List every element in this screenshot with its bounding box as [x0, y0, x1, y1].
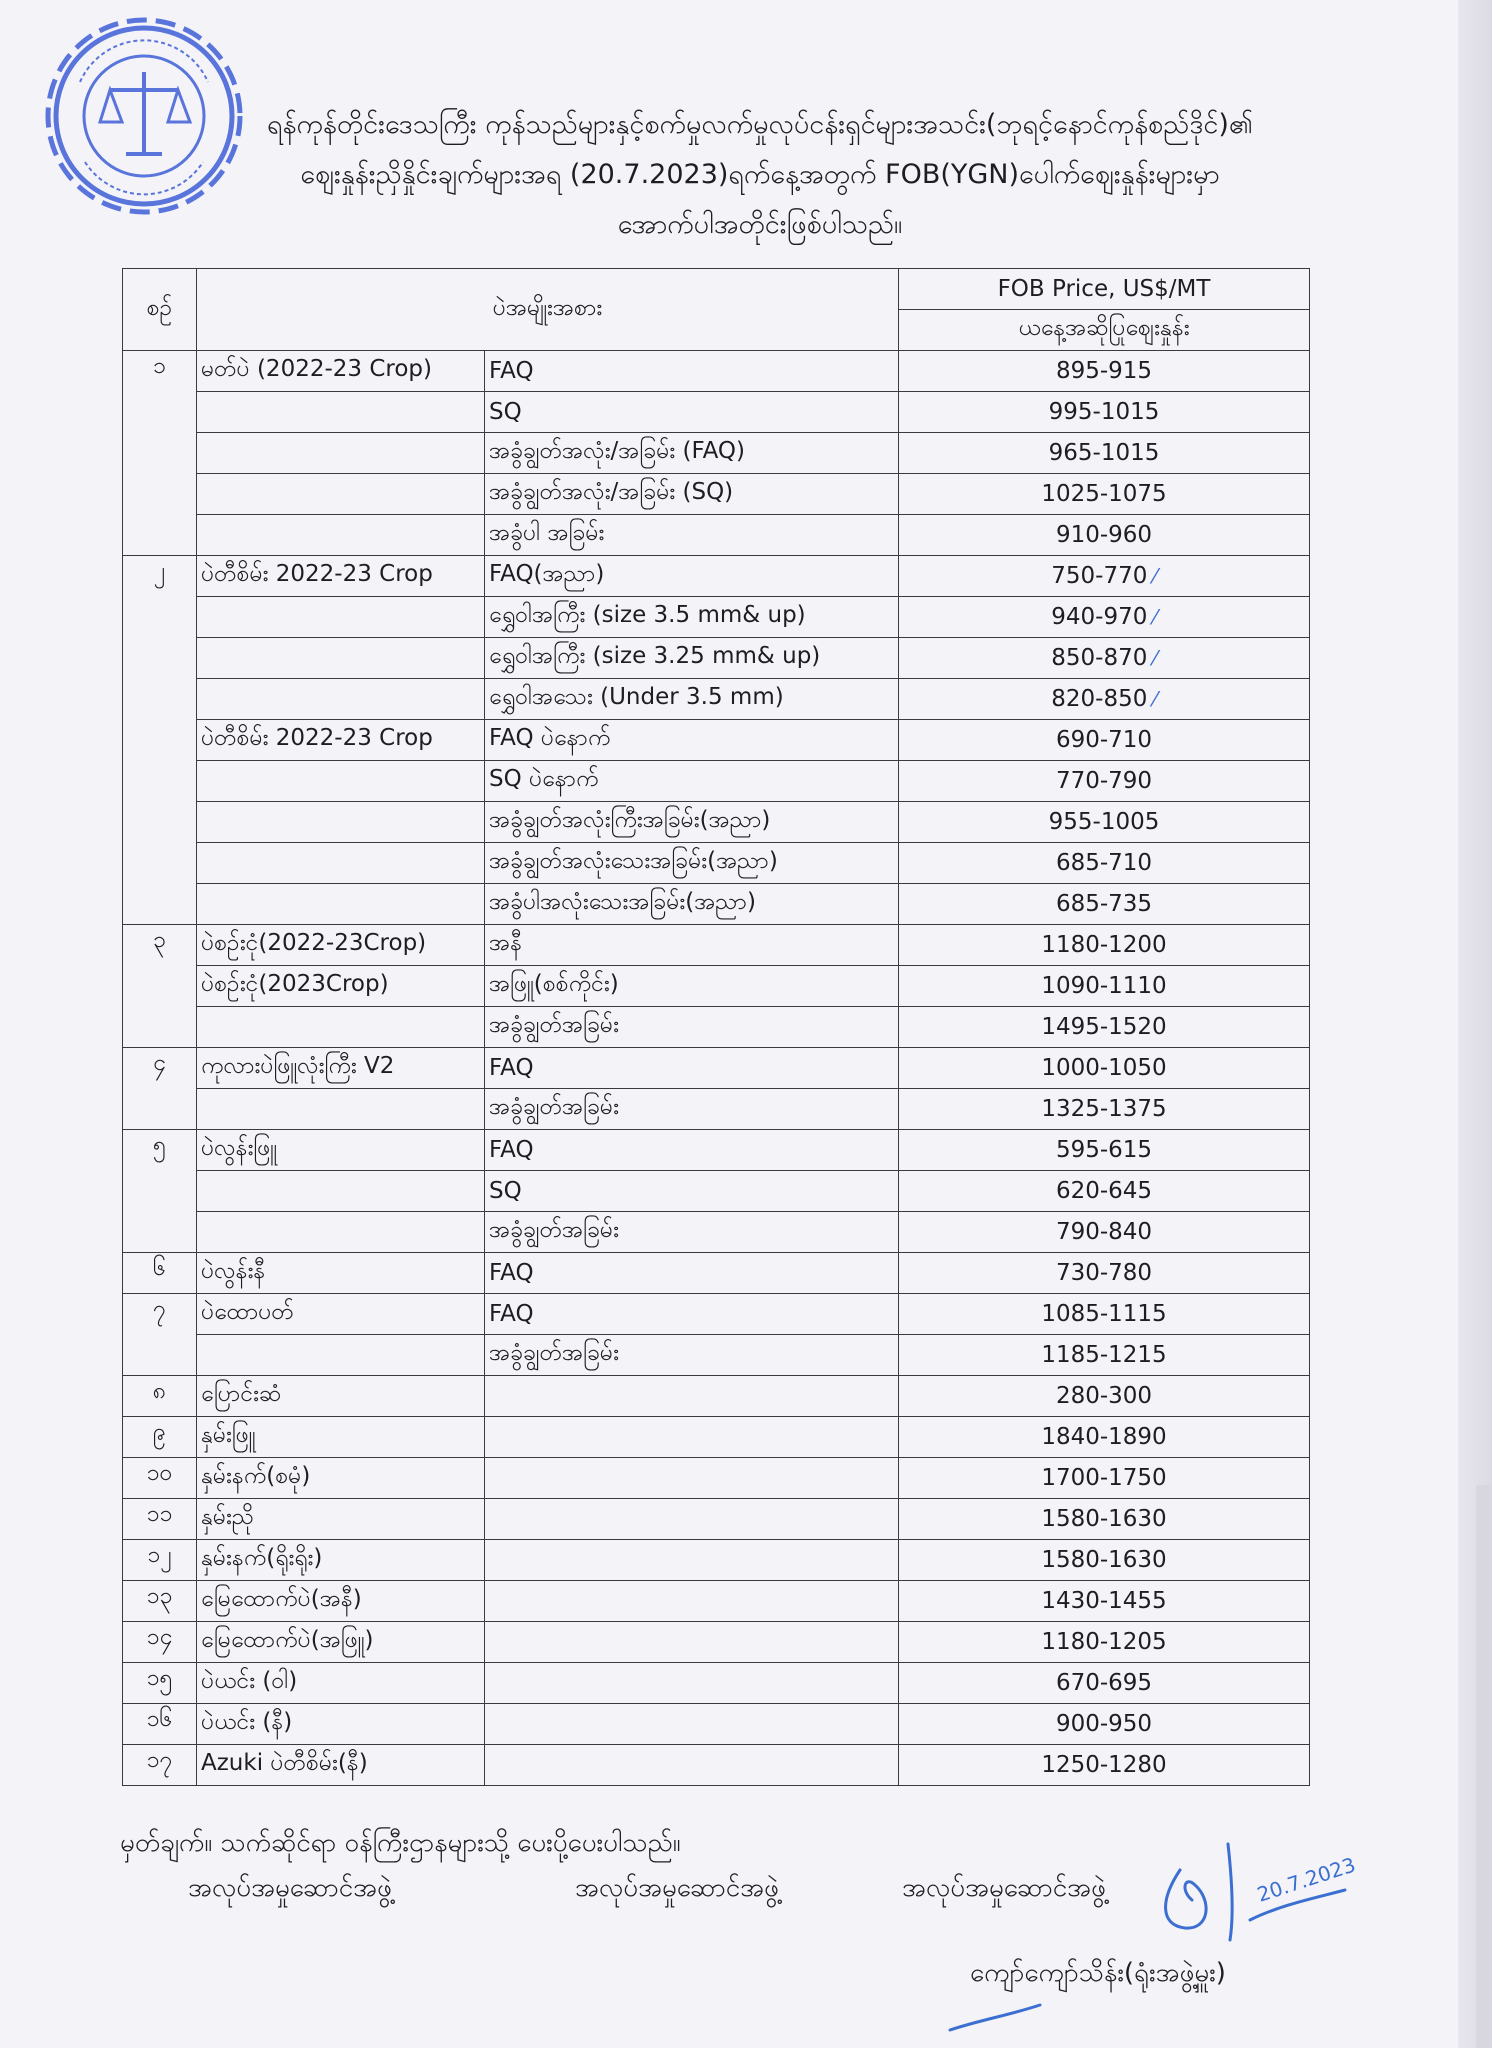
price-value: 940-970 — [1051, 604, 1148, 630]
grade-cell: SQ — [485, 392, 899, 433]
price-cell — [899, 1581, 1310, 1622]
price-value: 1180-1200 — [1041, 932, 1167, 958]
serial-cell: ၄ — [123, 1048, 197, 1130]
grade-cell — [485, 1704, 899, 1745]
price-value: 1180-1205 — [1041, 1629, 1167, 1655]
signatory-name: ကျော်ကျော်သိန်း(ရုံးအဖွဲ့မှူး) — [970, 1958, 1226, 1988]
table-row — [123, 1622, 1310, 1663]
table-row — [123, 1212, 1310, 1253]
price-cell — [899, 1294, 1310, 1335]
bean-name-cell — [197, 843, 485, 884]
table-row — [123, 761, 1310, 802]
price-cell — [899, 433, 1310, 474]
price-value: 1840-1890 — [1041, 1424, 1167, 1450]
table-row — [123, 474, 1310, 515]
grade-cell: အခွံချွတ်အခြမ်း — [485, 1007, 899, 1048]
table-row — [123, 884, 1310, 925]
bean-name-cell: နှမ်းညို — [197, 1499, 485, 1540]
table-row — [123, 1704, 1310, 1745]
bean-name-cell: ပြောင်းဆံ — [197, 1376, 485, 1417]
grade-cell: အခွံချွတ်အလုံးကြီးအခြမ်း(အညာ) — [485, 802, 899, 843]
price-value: 595-615 — [1055, 1137, 1153, 1163]
grade-cell — [485, 1540, 899, 1581]
bean-name-cell: ပဲတီစိမ်း 2022-23 Crop — [197, 720, 485, 761]
price-cell — [899, 720, 1310, 761]
bean-name-cell — [197, 802, 485, 843]
table-row — [123, 1417, 1310, 1458]
table-row — [123, 1335, 1310, 1376]
price-value: 770-790 — [1055, 768, 1153, 794]
table-row — [123, 1007, 1310, 1048]
serial-cell: ၁၆ — [123, 1704, 197, 1745]
table-row — [123, 1458, 1310, 1499]
bean-name-cell: ပဲယင်း (ဝါ) — [197, 1663, 485, 1704]
serial-cell: ၁၄ — [123, 1622, 197, 1663]
bean-name-cell: ပဲလွန်းဖြူ — [197, 1130, 485, 1171]
price-value: 790-840 — [1055, 1219, 1153, 1245]
table-row — [123, 925, 1310, 966]
price-value: 900-950 — [1055, 1711, 1153, 1737]
handwritten-signature-icon — [1140, 1830, 1360, 1960]
table-row — [123, 1253, 1310, 1294]
table-row — [123, 597, 1310, 638]
bean-name-cell — [197, 1007, 485, 1048]
price-cell — [899, 1376, 1310, 1417]
grade-cell: SQ — [485, 1171, 899, 1212]
table-row — [123, 433, 1310, 474]
price-cell — [899, 925, 1310, 966]
bean-name-cell — [197, 679, 485, 720]
price-cell — [899, 1704, 1310, 1745]
check-mark-icon: ⁄ — [1153, 564, 1157, 588]
serial-cell: ၉ — [123, 1417, 197, 1458]
committee-title-1: အလုပ်အမှုဆောင်အဖွဲ့ — [188, 1873, 392, 1903]
price-value: 620-645 — [1055, 1178, 1153, 1204]
price-value: 1325-1375 — [1041, 1096, 1167, 1122]
table-row — [123, 1663, 1310, 1704]
bean-name-cell — [197, 392, 485, 433]
price-value: 1085-1115 — [1041, 1301, 1167, 1327]
table-row — [123, 556, 1310, 597]
price-cell — [899, 1130, 1310, 1171]
price-value: 730-780 — [1055, 1260, 1153, 1286]
price-table-body — [123, 351, 1310, 1786]
grade-cell: အခွံချွတ်အခြမ်း — [485, 1212, 899, 1253]
price-cell — [899, 1212, 1310, 1253]
price-cell — [899, 1745, 1310, 1786]
grade-cell: အနီ — [485, 925, 899, 966]
table-row — [123, 679, 1310, 720]
table-row — [123, 351, 1310, 392]
grade-cell: FAQ(အညာ) — [485, 556, 899, 597]
table-row — [123, 1745, 1310, 1786]
bean-name-cell — [197, 433, 485, 474]
price-cell — [899, 1253, 1310, 1294]
grade-cell: အခွံချွတ်အလုံးသေးအခြမ်း(အညာ) — [485, 843, 899, 884]
price-cell — [899, 1171, 1310, 1212]
bean-name-cell — [197, 515, 485, 556]
price-cell — [899, 1458, 1310, 1499]
bean-name-cell: နှမ်းဖြူ — [197, 1417, 485, 1458]
bean-name-cell: ပဲစဉ်းငုံ(2022-23Crop) — [197, 925, 485, 966]
table-row — [123, 392, 1310, 433]
remark-note: မှတ်ချက်။ သက်ဆိုင်ရာ ဝန်ကြီးဌာနများသို့ ပေးပို့ပေးပါသည်။ — [120, 1828, 681, 1858]
table-row — [123, 1294, 1310, 1335]
bean-name-cell — [197, 1171, 485, 1212]
grade-cell: အခွံပါအလုံးသေးအခြမ်း(အညာ) — [485, 884, 899, 925]
bean-name-cell: ပဲလွန်းနီ — [197, 1253, 485, 1294]
fob-price-header: FOB Price, US$/MT — [899, 269, 1310, 310]
grade-cell: အခွံချွတ်အခြမ်း — [485, 1089, 899, 1130]
price-table — [122, 268, 1310, 1786]
document-header — [150, 100, 1370, 250]
table-row — [123, 1171, 1310, 1212]
bean-name-cell: ပဲတီစိမ်း 2022-23 Crop — [197, 556, 485, 597]
price-cell — [899, 1048, 1310, 1089]
price-value: 690-710 — [1055, 727, 1153, 753]
paper-fold — [1476, 1485, 1492, 2048]
price-cell — [899, 597, 1310, 638]
bean-name-cell: ပဲထောပတ် — [197, 1294, 485, 1335]
bean-name-cell — [197, 1212, 485, 1253]
grade-cell: SQ ပဲနောက် — [485, 761, 899, 802]
serial-cell: ၃ — [123, 925, 197, 1048]
bean-name-cell: မြေထောက်ပဲ(အဖြူ) — [197, 1622, 485, 1663]
signature-date: 20.7.2023 — [1254, 1852, 1359, 1907]
price-value: 670-695 — [1055, 1670, 1153, 1696]
grade-cell — [485, 1581, 899, 1622]
price-cell — [899, 515, 1310, 556]
price-cell — [899, 1335, 1310, 1376]
price-value: 955-1005 — [1048, 809, 1160, 835]
grade-cell — [485, 1499, 899, 1540]
grade-cell: ရွှေဝါအသေး (Under 3.5 mm) — [485, 679, 899, 720]
table-row — [123, 1130, 1310, 1171]
bean-name-cell — [197, 761, 485, 802]
grade-cell: ရွှေဝါအကြီး (size 3.25 mm& up) — [485, 638, 899, 679]
price-cell — [899, 1007, 1310, 1048]
price-cell — [899, 1499, 1310, 1540]
price-value: 1025-1075 — [1041, 481, 1167, 507]
bean-name-cell — [197, 1089, 485, 1130]
table-row — [123, 966, 1310, 1007]
price-value: 1580-1630 — [1041, 1547, 1167, 1573]
bean-name-cell — [197, 638, 485, 679]
price-cell — [899, 556, 1310, 597]
grade-cell: FAQ — [485, 1048, 899, 1089]
bean-name-cell: နှမ်းနက်(စမုံ) — [197, 1458, 485, 1499]
grade-cell: FAQ — [485, 1130, 899, 1171]
bean-name-cell — [197, 884, 485, 925]
bean-name-cell: Azuki ပဲတီစိမ်း(နီ) — [197, 1745, 485, 1786]
price-cell — [899, 966, 1310, 1007]
grade-cell: အဖြူ(စစ်ကိုင်း) — [485, 966, 899, 1007]
bean-name-cell: ပဲယင်း (နီ) — [197, 1704, 485, 1745]
price-value: 685-710 — [1055, 850, 1153, 876]
grade-cell: FAQ — [485, 351, 899, 392]
price-value: 850-870 — [1051, 645, 1148, 671]
price-value: 910-960 — [1055, 522, 1153, 548]
price-cell — [899, 1622, 1310, 1663]
price-value: 965-1015 — [1048, 440, 1160, 466]
grade-cell: အခွံချွတ်အလုံး/အခြမ်း (FAQ) — [485, 433, 899, 474]
serial-cell: ၁ — [123, 351, 197, 556]
price-cell — [899, 761, 1310, 802]
serial-header: စဉ် — [123, 269, 197, 351]
bean-name-cell — [197, 597, 485, 638]
price-value: 895-915 — [1055, 358, 1153, 384]
price-value: 1185-1215 — [1041, 1342, 1167, 1368]
serial-cell: ၁၁ — [123, 1499, 197, 1540]
price-cell — [899, 1089, 1310, 1130]
price-value: 685-735 — [1055, 891, 1153, 917]
grade-cell: FAQ — [485, 1294, 899, 1335]
table-row — [123, 1048, 1310, 1089]
committee-title-3: အလုပ်အမှုဆောင်အဖွဲ့ — [902, 1873, 1106, 1903]
grade-cell: ရွှေဝါအကြီး (size 3.5 mm& up) — [485, 597, 899, 638]
grade-cell: FAQ ပဲနောက် — [485, 720, 899, 761]
price-value: 1430-1455 — [1041, 1588, 1167, 1614]
grade-cell — [485, 1376, 899, 1417]
serial-cell: ၆ — [123, 1253, 197, 1294]
price-value: 1090-1110 — [1041, 973, 1167, 999]
table-row — [123, 1089, 1310, 1130]
header-line-2: ဈေးနှုန်းညှိနှိုင်းချက်များအရ (20.7.2023)ရက်နေ့အတွက် FOB(YGN)ပေါက်ဈေးနှုန်းများမှာ — [300, 159, 1220, 190]
table-row — [123, 638, 1310, 679]
serial-cell: ၁၀ — [123, 1458, 197, 1499]
grade-cell — [485, 1622, 899, 1663]
bean-type-header: ပဲအမျိုးအစား — [197, 269, 899, 351]
price-value: 820-850 — [1051, 686, 1148, 712]
price-cell — [899, 1417, 1310, 1458]
grade-cell: အခွံချွတ်အလုံး/အခြမ်း (SQ) — [485, 474, 899, 515]
serial-cell: ၈ — [123, 1376, 197, 1417]
price-value: 1495-1520 — [1041, 1014, 1167, 1040]
price-cell — [899, 351, 1310, 392]
bean-name-cell: မြေထောက်ပဲ(အနီ) — [197, 1581, 485, 1622]
check-mark-icon: ⁄ — [1153, 687, 1157, 711]
table-row — [123, 802, 1310, 843]
table-row — [123, 1376, 1310, 1417]
grade-cell — [485, 1745, 899, 1786]
price-value: 1700-1750 — [1041, 1465, 1167, 1491]
table-row — [123, 515, 1310, 556]
serial-cell: ၁၅ — [123, 1663, 197, 1704]
bean-name-cell: ကုလားပဲဖြူလုံးကြီး V2 — [197, 1048, 485, 1089]
price-value: 1250-1280 — [1041, 1752, 1167, 1778]
serial-cell: ၁၂ — [123, 1540, 197, 1581]
bean-name-cell — [197, 1335, 485, 1376]
price-cell — [899, 802, 1310, 843]
price-cell — [899, 392, 1310, 433]
grade-cell — [485, 1417, 899, 1458]
serial-cell: ၇ — [123, 1294, 197, 1376]
grade-cell: အခွံပါ အခြမ်း — [485, 515, 899, 556]
price-cell — [899, 1663, 1310, 1704]
price-cell — [899, 1540, 1310, 1581]
price-value: 1580-1630 — [1041, 1506, 1167, 1532]
header-line-1: ရန်ကုန်တိုင်းဒေသကြီး ကုန်သည်များနှင့်စက်မှုလက်မှုလုပ်ငန်းရှင်များအသင်း(ဘုရင့်နောင်ကုန်စည်ဒိုင်)၏ — [267, 109, 1253, 140]
table-row — [123, 1540, 1310, 1581]
price-cell — [899, 679, 1310, 720]
grade-cell: FAQ — [485, 1253, 899, 1294]
pen-scribble-icon — [940, 1985, 1060, 2045]
bean-name-cell: မတ်ပဲ (2022-23 Crop) — [197, 351, 485, 392]
bean-name-cell: ပဲစဉ်းငုံ(2023Crop) — [197, 966, 485, 1007]
table-row — [123, 1499, 1310, 1540]
check-mark-icon: ⁄ — [1153, 605, 1157, 629]
price-value: 280-300 — [1055, 1383, 1153, 1409]
price-value: 750-770 — [1051, 563, 1148, 589]
committee-title-2: အလုပ်အမှုဆောင်အဖွဲ့ — [575, 1873, 779, 1903]
grade-cell: အခွံချွတ်အခြမ်း — [485, 1335, 899, 1376]
grade-cell — [485, 1663, 899, 1704]
serial-cell: ၁၇ — [123, 1745, 197, 1786]
serial-cell: ၂ — [123, 556, 197, 925]
table-row — [123, 720, 1310, 761]
check-mark-icon: ⁄ — [1153, 646, 1157, 670]
price-value: 995-1015 — [1048, 399, 1160, 425]
header-line-3: အောက်ပါအတိုင်းဖြစ်ပါသည်။ — [617, 209, 903, 240]
serial-cell: ၁၃ — [123, 1581, 197, 1622]
bean-name-cell — [197, 474, 485, 515]
price-cell — [899, 843, 1310, 884]
price-cell — [899, 884, 1310, 925]
grade-cell — [485, 1458, 899, 1499]
paper-edge — [1458, 0, 1492, 2048]
proposed-price-header: ယနေ့အဆိုပြုဈေးနှုန်း — [899, 310, 1310, 351]
table-row — [123, 843, 1310, 884]
price-value: 1000-1050 — [1041, 1055, 1167, 1081]
table-row — [123, 1581, 1310, 1622]
bean-name-cell: နှမ်းနက်(ရိုးရိုး) — [197, 1540, 485, 1581]
price-cell — [899, 638, 1310, 679]
price-cell — [899, 474, 1310, 515]
serial-cell: ၅ — [123, 1130, 197, 1253]
